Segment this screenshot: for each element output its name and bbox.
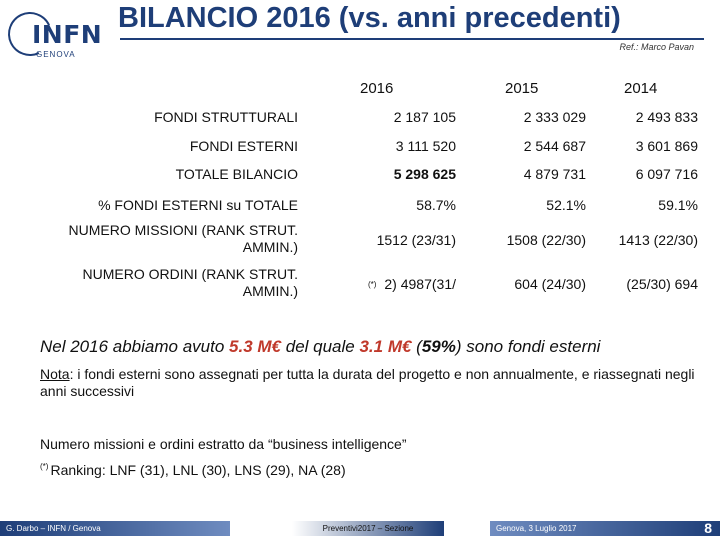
- cell-2015-totale-bilancio: 4 879 731: [523, 166, 586, 182]
- cell-2014-fondi-esterni: 3 601 869: [635, 138, 698, 154]
- column-header-2015: 2015: [505, 80, 539, 97]
- cell-2014-totale-bilancio: 6 097 716: [635, 166, 698, 182]
- asterisk-mark: (*): [367, 280, 377, 289]
- row-label-line: AMMIN.): [242, 239, 298, 255]
- row-label-line: NUMERO MISSIONI (RANK STRUT.: [68, 222, 298, 238]
- logo-wordmark: INFN: [32, 20, 103, 49]
- asterisk-mark: (*): [40, 462, 49, 471]
- cell-2016-fondi-esterni: 3 111 520: [395, 138, 456, 154]
- cell-2016-fondi-strutturali: 2 187 105: [393, 109, 456, 125]
- note-paragraph: [40, 366, 705, 400]
- slide-footer: [0, 518, 720, 540]
- cell-2015-ordini: 604 (24/30): [514, 276, 586, 292]
- note-text: : i fondi esterni sono assegnati per tutta la durata del progetto e non annualmente, e riassegnati negli anni successivi: [40, 366, 695, 399]
- row-label-line: AMMIN.): [242, 283, 298, 299]
- summary-text: (: [411, 337, 422, 356]
- footer-date: Genova, 3 Luglio 2017: [490, 521, 720, 536]
- summary-percent: 59%: [421, 337, 456, 356]
- cell-2014-ordini: (25/30) 694: [626, 276, 698, 292]
- column-header-2014: 2014: [624, 80, 658, 97]
- data-source-note: Numero missioni e ordini estratto da “business intelligence”: [40, 436, 407, 452]
- summary-text: Nel 2016 abbiamo avuto: [40, 337, 230, 356]
- footer-author: G. Darbo – INFN / Genova: [0, 521, 230, 536]
- cell-2014-percent: 59.1%: [658, 197, 698, 213]
- cell-2016-totale-bilancio: 5 298 625: [393, 166, 456, 182]
- cell-2016-ordini: [368, 276, 456, 293]
- row-label-fondi-strutturali: FONDI STRUTTURALI: [154, 109, 298, 125]
- cell-2016-ordini-value: 2) 4987(31/: [384, 276, 456, 292]
- cell-2015-missioni: 1508 (22/30): [506, 232, 586, 248]
- row-label-line: NUMERO ORDINI (RANK STRUT.: [82, 266, 298, 282]
- summary-external-amount: 3.1 M€: [359, 337, 412, 356]
- summary-sentence: [40, 337, 600, 357]
- row-label-numero-ordini: [2, 266, 298, 300]
- cell-2016-missioni: 1512 (23/31): [376, 232, 456, 248]
- infn-logo: [6, 10, 114, 60]
- logo-subtitle: GENOVA: [36, 50, 76, 59]
- column-header-2016: 2016: [360, 80, 394, 97]
- summary-text: del quale: [281, 337, 360, 356]
- note-label: Nota: [40, 366, 70, 382]
- row-label-numero-missioni: [2, 222, 298, 256]
- cell-2016-percent: 58.7%: [416, 197, 456, 213]
- row-label-percent-fondi-esterni: % FONDI ESTERNI su TOTALE: [98, 197, 298, 213]
- ranking-text: Ranking: LNF (31), LNL (30), LNS (29), NA (28): [50, 462, 346, 478]
- ranking-note: [40, 462, 346, 478]
- title-underline: [120, 38, 704, 40]
- summary-text: ) sono fondi esterni: [455, 337, 601, 356]
- row-label-totale-bilancio: TOTALE BILANCIO: [175, 166, 298, 182]
- page-number: 8: [704, 520, 712, 536]
- summary-total-amount: 5.3 M€: [229, 337, 282, 356]
- cell-2014-missioni: 1413 (22/30): [618, 232, 698, 248]
- cell-2014-fondi-strutturali: 2 493 833: [635, 109, 698, 125]
- footer-event: Preventivi2017 – Sezione: [292, 521, 444, 536]
- row-label-fondi-esterni: FONDI ESTERNI: [189, 138, 298, 154]
- cell-2015-fondi-strutturali: 2 333 029: [523, 109, 586, 125]
- reference-note: Ref.: Marco Pavan: [619, 42, 694, 52]
- cell-2015-fondi-esterni: 2 544 687: [523, 138, 586, 154]
- slide-title: BILANCIO 2016 (vs. anni precedenti): [118, 2, 621, 34]
- cell-2015-percent: 52.1%: [546, 197, 586, 213]
